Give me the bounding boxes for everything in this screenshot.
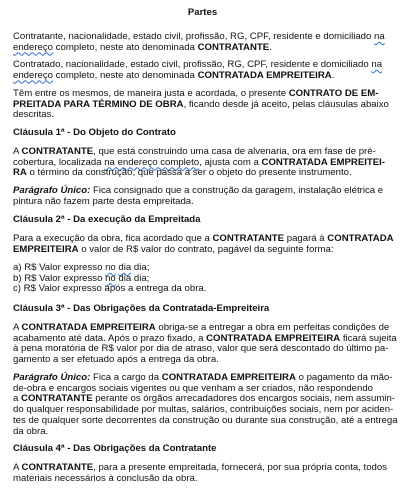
list-item: b) R$ Valor expresso no dia dia; — [13, 272, 150, 284]
paragraph-line: tes de qualquer sorte decorrentes da construção ou durante sua construção, até a entrega — [13, 414, 398, 426]
paragraph-line: RA o término da construção, que passa a ser o objeto do presente instrumento. — [13, 167, 352, 179]
paragraph-line: cobertura, localizada na endereço completo, ajusta com a CONTRATADA EMPREITEI- — [13, 156, 385, 168]
spellcheck-word: dia — [118, 262, 132, 273]
paragraph-line: Têm entre os mesmos, de maneira justa e acordada, o presente CONTRATO DE EM- — [13, 88, 379, 99]
paragraph-line: da obra. — [13, 425, 49, 437]
spellcheck-word: na endereço completo — [104, 156, 200, 168]
clause-1-heading: Cláusula 1ª - Do Objeto do Contrato — [13, 127, 176, 138]
clause-3-paragraph — [13, 322, 397, 366]
paragraph-line: EMPREITEIRA o valor de R$ valor do contrato, pagável da seguinte forma: — [13, 243, 334, 255]
clause-2-heading: Cláusula 2ª - Da execução da Empreitada — [13, 214, 201, 225]
spellcheck-word: endereço — [13, 69, 54, 81]
paragraph-line: Contratante, nacionalidade, estado civil, profissão, RG, CPF, residente e domiciliado na — [13, 31, 385, 42]
clause-1-paragraph — [13, 147, 392, 179]
paragraph-line: PREITADA PARA TÉRMINO DE OBRA, ficando desde já aceito, pelas cláusulas abaixo — [13, 98, 389, 110]
paragraph-line: A CONTRATANTE, que está construindo uma casa de alvenaria, ora em fase de pré- — [13, 146, 376, 157]
document-title — [13, 8, 392, 19]
spellcheck-word: no — [105, 272, 116, 284]
clause-4-heading: Cláusula 4ª - Das Obrigações da Contratante — [13, 443, 217, 454]
paragraph-line: Parágrafo Único: Fica a cargo da CONTRATADA EMPREITEIRA o pagamento da mão- — [13, 372, 393, 383]
paragraph-line: gamento a ser efetuado após a entrega da obra. — [13, 354, 219, 366]
spellcheck-word: no — [105, 262, 116, 273]
spellcheck-word: na — [371, 59, 383, 70]
paragraph-line: pintura não fazem parte desta empreitada. — [13, 195, 194, 207]
paragraph-line: a CONTRATANTE perante os órgãos arrecadadores dos encargos sociais, nem assumin- — [13, 393, 395, 405]
list-item: a) R$ Valor expresso no dia dia; — [13, 262, 150, 273]
paragraph-line: Contratado, nacionalidade, estado civil, profissão, RG, CPF, residente e domiciliado na — [13, 59, 383, 70]
paragraph-line: à pena moratória de R$ valor por dia de atraso, valor que será descontado do último pa- — [13, 343, 389, 355]
title-text: Partes — [187, 7, 218, 18]
paragraph-line: Para a execução da obra, fica acordado que a CONTRATANTE pagará à CONTRATADA — [13, 233, 394, 244]
paragraph-line: endereço completo, neste ato denominada CONTRATADA EMPREITEIRA. — [13, 69, 335, 81]
paragraph-line: A CONTRATANTE, para a presente empreitada, fornecerá, por sua própria conta, todos — [13, 462, 387, 473]
paragraph-line: de-obra e encargos sociais vigentes ou que venham a ser criados, não respondendo — [13, 382, 373, 394]
paragraph-line: descritas. — [13, 109, 55, 121]
agreement-paragraph — [13, 89, 392, 121]
spellcheck-word: endereço — [13, 41, 54, 53]
clause-4-paragraph — [13, 463, 392, 484]
paragraph-line: A CONTRATADA EMPREITEIRA obriga-se a entregar a obra em perfeitas condições de — [13, 322, 390, 333]
paragraph-line: endereço completo, neste ato denominada CONTRATANTE. — [13, 41, 272, 53]
paragraph-line: acabamento até data. Após o prazo fixado, a CONTRATADA EMPREITEIRA ficará sujeita — [13, 332, 397, 344]
clause-3-heading: Cláusula 3ª - Das Obrigações da Contratada-Empreiteira — [13, 303, 270, 314]
party-contratante — [13, 32, 392, 53]
clause-1-paragraph-unico — [13, 186, 392, 207]
clause-3-paragraph-unico — [13, 372, 398, 437]
clause-2-paragraph — [13, 234, 392, 255]
paragraph-line: Parágrafo Único: Fica consignado que a construção da garagem, instalação elétrica e — [13, 185, 384, 196]
payment-list — [13, 263, 392, 295]
list-item: c) R$ Valor expresso após a entrega da obra. — [13, 283, 207, 295]
paragraph-line: materiais necessários à conclusão da obra. — [13, 472, 198, 484]
paragraph-line: do qualquer responsabilidade por multas, salários, contribuições sociais, nem por aciden- — [13, 404, 394, 416]
party-contratada — [13, 60, 392, 81]
spellcheck-word: na — [374, 31, 385, 42]
